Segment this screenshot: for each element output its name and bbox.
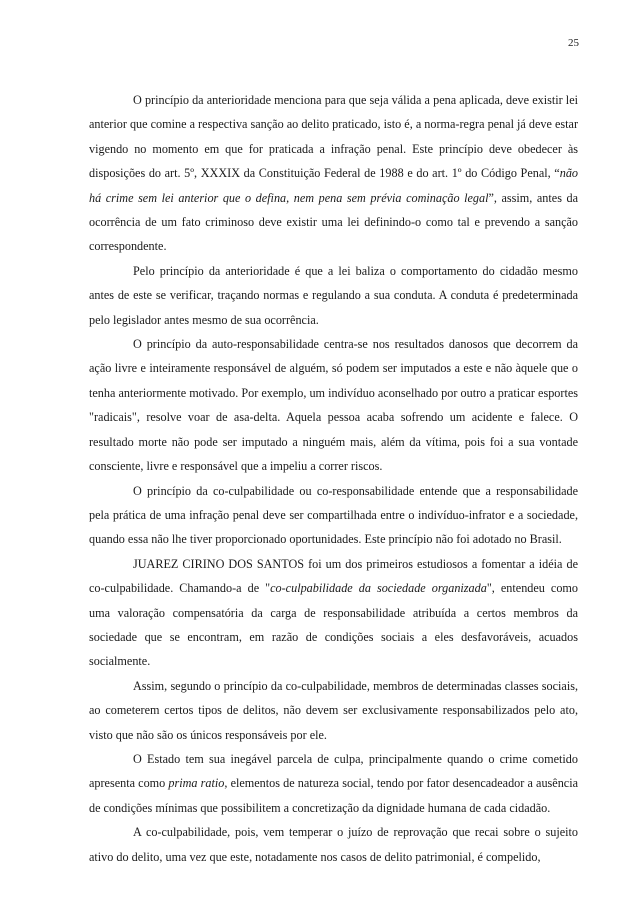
paragraph-anterioridade <box>89 88 578 259</box>
paragraph-text: ", entendeu como uma valoração compensatória da carga de responsabilidade atribuída a certos membros da sociedade que se encontram, em razão de condições sociais a eles desfavoráveis, acuados socialmente. <box>89 581 578 669</box>
paragraph-auto-responsabilidade <box>89 332 578 478</box>
paragraph-text: O princípio da anterioridade menciona para que seja válida a pena aplicada, deve existir lei anterior que comine a respectiva sanção ao delito praticado, isto é, a norma-regra penal já deve estar vigendo no momento em que for praticada a infração penal. Este princípio deve obedecer às disposições do art. 5º, XXXIX da Constituição Federal de 1988 e do art. 1º do Código Penal, “ <box>89 93 578 181</box>
paragraph-text: Assim, segundo o princípio da co-culpabilidade, membros de determinadas classes sociais, ao cometerem certos tipos de delitos, não devem ser exclusivamente responsabilizados pelo ato, visto que não são os únicos responsáveis por ele. <box>89 678 578 742</box>
paragraph-anterioridade-conduta <box>89 259 578 332</box>
paragraph-text: A co-culpabilidade, pois, vem temperar o juízo de reprovação que recai sobre o sujeito ativo do delito, uma vez que este, notadamente nos casos de delito patrimonial, é compelido, <box>89 825 578 864</box>
term-italic: co-culpabilidade da sociedade organizada <box>270 581 487 596</box>
document-body <box>89 88 578 869</box>
paragraph-text: O princípio da auto-responsabilidade centra-se nos resultados danosos que decorrem da ação livre e inteiramente responsável de alguém, só podem ser imputados a este e não àquele que o tenha anteriormente motivado. Por exemplo, um indivíduo aconselhado por outro a praticar esportes "radicais", resolve voar de asa-delta. Aquela pessoa acaba sofrendo um acidente e falece. O resultado morte não pode ser imputado a ninguém mais, além da vítima, pois foi a sua vontade consciente, livre e responsável que a impeliu a correr riscos. <box>89 337 578 474</box>
paragraph-text: ”, assim, antes da ocorrência de um fato criminoso deve existir uma lei definindo-o como tal e prevendo a sanção correspondente. <box>89 190 579 254</box>
quote-italic: não há crime sem lei anterior que o defina, nem pena sem prévia cominação legal <box>89 166 578 205</box>
page-number: 25 <box>568 37 579 49</box>
paragraph-text: JUAREZ CIRINO DOS SANTOS foi um dos primeiros estudiosos a fomentar a idéia de co-culpabilidade. Chamando-a de " <box>89 556 578 596</box>
paragraph-classes-sociais <box>89 674 578 747</box>
term-italic: prima ratio <box>168 776 225 791</box>
paragraph-text: Pelo princípio da anterioridade é que a lei baliza o comportamento do cidadão mesmo antes de este se verificar, traçando normas e regulando a sua conduta. A conduta é predeterminada pelo legislador antes mesmo de sua ocorrência. <box>89 263 578 327</box>
paragraph-text: O princípio da co-culpabilidade ou co-responsabilidade entende que a responsabilidade pela prática de uma infração penal deve ser compartilhada entre o indivíduo-infrator e a sociedade, quando essa não lhe tiver proporcionado oportunidades. Este princípio não foi adotado no Brasil. <box>89 483 578 547</box>
paragraph-estado-culpa <box>89 747 578 820</box>
paragraph-juarez-cirino <box>89 552 578 674</box>
paragraph-text: , elementos de natureza social, tendo por fator desencadeador a ausência de condições mínimas que possibilitem a concretização da dignidade humana de cada cidadão. <box>89 776 579 815</box>
paragraph-juizo-reprovacao <box>89 820 578 869</box>
paragraph-co-culpabilidade <box>89 479 578 552</box>
paragraph-text: O Estado tem sua inegável parcela de culpa, principalmente quando o crime cometido apresenta como <box>89 751 578 791</box>
